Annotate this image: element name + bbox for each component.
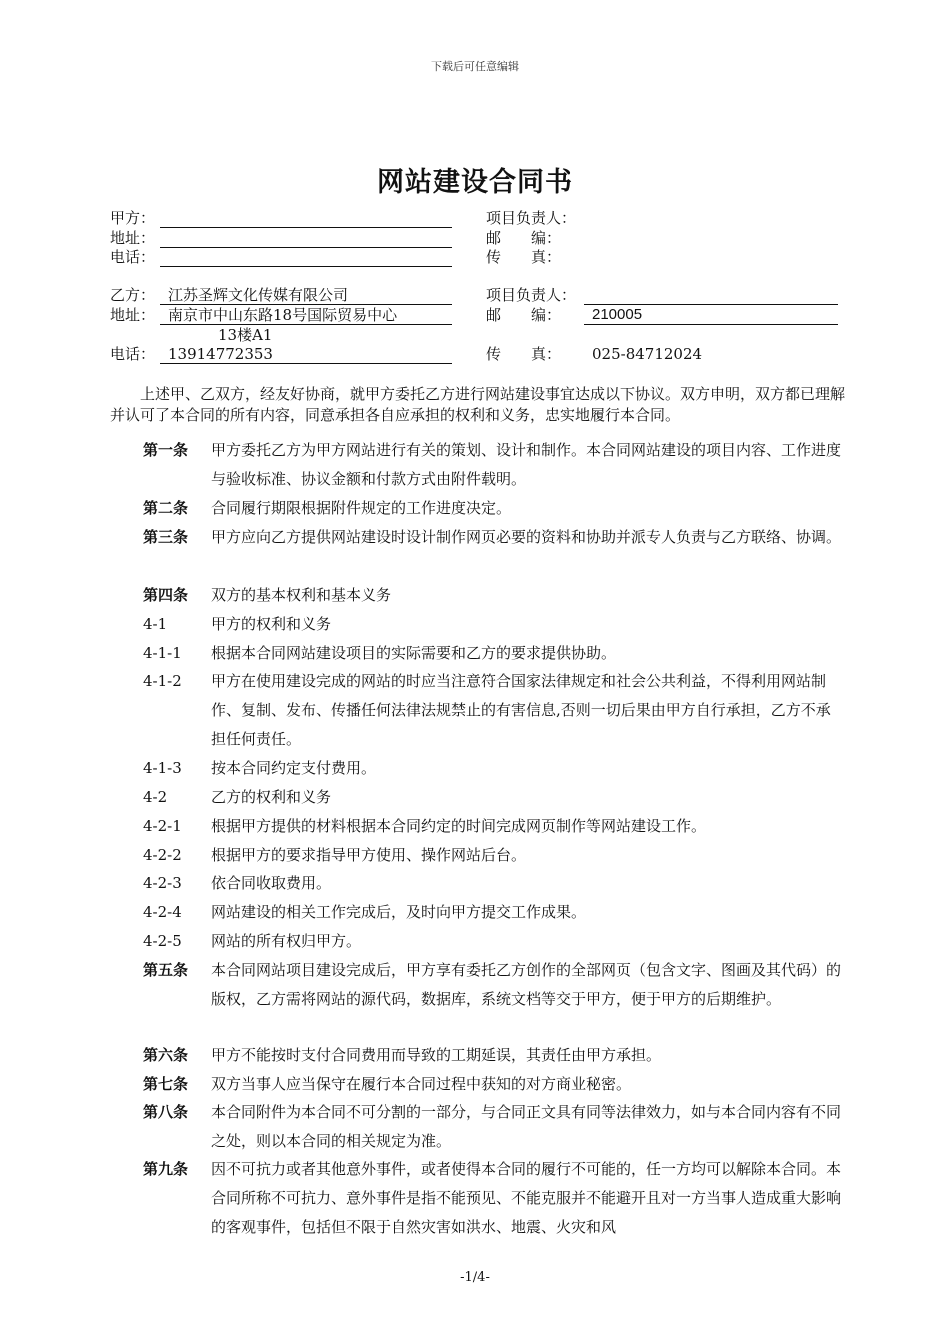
article-text: 甲方应向乙方提供网站建设时设计制作网页必要的资料和协助并派专人负责与乙方联络、协调。 <box>211 528 842 546</box>
article-number: 第三条 <box>143 528 189 546</box>
article-text: 本合同网站项目建设完成后，甲方享有委托乙方创作的全部网页（包含文字、图画及其代码）的版权，乙方需将网站的源代码，数据库，系统文档等交于甲方，便于甲方的后期维护。 <box>211 961 842 1008</box>
party-a-manager-label: 项目负责人： <box>486 209 577 227</box>
party-b-name-label: 乙方： <box>110 286 156 304</box>
party-a-address-label: 地址： <box>110 229 156 247</box>
article-text: 网站的所有权归甲方。 <box>211 932 362 950</box>
clause-4-2-1 <box>143 812 843 841</box>
party-a-name-field[interactable] <box>160 208 452 228</box>
clause-4-2-5 <box>143 927 843 956</box>
party-b-address-field-line2[interactable]: 13楼A1 <box>218 326 273 344</box>
article-number: 4-1-3 <box>143 759 182 777</box>
party-b-address-row <box>110 305 460 325</box>
party-b-postcode-row <box>486 305 838 325</box>
clause-4-2 <box>143 783 843 812</box>
clause-4-2-2 <box>143 841 843 870</box>
article-number: 4-1-2 <box>143 672 182 690</box>
party-a-phone-label: 电话： <box>110 248 156 266</box>
party-b-name-row <box>110 285 460 305</box>
article-4 <box>143 581 843 610</box>
party-b-manager-row <box>486 285 838 305</box>
article-text: 根据甲方的要求指导甲方使用、操作网站后台。 <box>211 846 527 864</box>
article-text: 双方的基本权利和基本义务 <box>211 586 392 604</box>
article-7 <box>143 1070 843 1099</box>
article-3 <box>143 523 843 552</box>
article-number: 第七条 <box>143 1075 189 1093</box>
party-b-address-field-line1[interactable]: 南京市中山东路18号国际贸易中心 <box>160 305 452 325</box>
article-2 <box>143 494 843 523</box>
party-b-fax-field[interactable]: 025-84712024 <box>592 345 703 363</box>
article-number: 第九条 <box>143 1160 189 1178</box>
article-text: 依合同收取费用。 <box>211 874 332 892</box>
clause-4-1 <box>143 610 843 639</box>
article-number: 4-2-5 <box>143 932 182 950</box>
article-number: 4-2-2 <box>143 846 182 864</box>
article-number: 第二条 <box>143 499 189 517</box>
article-text: 根据甲方提供的材料根据本合同约定的时间完成网页制作等网站建设工作。 <box>211 817 707 835</box>
article-number: 4-1 <box>143 615 168 633</box>
article-text: 甲方在使用建设完成的网站的时应当注意符合国家法律规定和社会公共利益，不得利用网站制作、复制、发布、传播任何法律法规禁止的有害信息,否则一切后果由甲方自行承担，乙方不承担任何责任。 <box>211 672 831 748</box>
article-text: 甲方的权利和义务 <box>211 615 332 633</box>
party-b-phone-label: 电话： <box>110 345 156 363</box>
party-b-phone-row <box>110 344 460 364</box>
article-number: 4-2-1 <box>143 817 182 835</box>
party-a-postcode-label: 邮 编： <box>486 229 562 247</box>
clause-4-2-4 <box>143 898 843 927</box>
clause-4-2-3 <box>143 869 843 898</box>
party-a-name-label: 甲方： <box>110 209 156 227</box>
party-a-phone-row <box>110 247 460 267</box>
article-1 <box>143 436 843 494</box>
party-a-manager-row <box>486 208 838 228</box>
article-8 <box>143 1098 843 1156</box>
article-text: 按本合同约定支付费用。 <box>211 759 377 777</box>
party-a-fax-label: 传 真： <box>486 248 562 266</box>
article-number: 第一条 <box>143 441 189 459</box>
party-b-postcode-field[interactable]: 210005 <box>584 305 838 325</box>
party-a-phone-field[interactable] <box>160 247 452 267</box>
party-a-fax-row <box>486 247 838 267</box>
article-number: 第六条 <box>143 1046 189 1064</box>
article-number: 第八条 <box>143 1103 189 1121</box>
clause-4-1-1 <box>143 639 843 668</box>
article-5 <box>143 956 843 1014</box>
article-number: 4-1-1 <box>143 644 182 662</box>
article-text: 甲方不能按时支付合同费用而导致的工期延误，其责任由甲方承担。 <box>211 1046 662 1064</box>
page-number: -1/4- <box>460 1270 490 1285</box>
party-b-phone-field[interactable]: 13914772353 <box>160 344 452 364</box>
intro-paragraph: 上述甲、乙双方，经友好协商，就甲方委托乙方进行网站建设事宜达成以下协议。双方申明，双方都已理解并认可了本合同的所有内容，同意承担各自应承担的权利和义务，忠实地履行本合同。 <box>110 385 846 424</box>
party-b-fax-label: 传 真： <box>486 345 562 363</box>
party-b-manager-label: 项目负责人： <box>486 286 577 304</box>
party-a-name-row <box>110 208 460 228</box>
article-text: 因不可抗力或者其他意外事件，或者使得本合同的履行不可能的，任一方均可以解除本合同。本合同所称不可抗力、意外事件是指不能预见、不能克服并不能避开且对一方当事人造成重大影响的客观事件，包括但不限于自然灾害如洪水、地震、火灾和风 <box>211 1160 842 1236</box>
clause-4-1-2 <box>143 667 843 754</box>
party-a-address-field[interactable] <box>160 228 452 248</box>
party-b-address-label: 地址： <box>110 306 156 324</box>
article-text: 双方当事人应当保守在履行本合同过程中获知的对方商业秘密。 <box>211 1075 632 1093</box>
article-number: 4-2-3 <box>143 874 182 892</box>
party-b-postcode-label: 邮 编： <box>486 306 562 324</box>
article-number: 第四条 <box>143 586 189 604</box>
article-number: 4-2-4 <box>143 903 182 921</box>
article-text: 本合同附件为本合同不可分割的一部分，与合同正文具有同等法律效力，如与本合同内容有不同之处，则以本合同的相关规定为准。 <box>211 1103 842 1150</box>
article-text: 甲方委托乙方为甲方网站进行有关的策划、设计和制作。本合同网站建设的项目内容、工作进度与验收标准、协议金额和付款方式由附件载明。 <box>211 441 842 488</box>
article-number: 第五条 <box>143 961 189 979</box>
party-b-name-field[interactable]: 江苏圣辉文化传媒有限公司 <box>160 285 452 305</box>
header-note: 下载后可任意编辑 <box>431 60 519 73</box>
article-text: 乙方的权利和义务 <box>211 788 332 806</box>
page-title: 网站建设合同书 <box>377 167 573 198</box>
article-text: 根据本合同网站建设项目的实际需要和乙方的要求提供协助。 <box>211 644 617 662</box>
article-9 <box>143 1155 843 1242</box>
party-a-address-row <box>110 228 460 248</box>
clause-4-1-3 <box>143 754 843 783</box>
article-number: 4-2 <box>143 788 168 806</box>
party-b-fax-row <box>486 344 838 364</box>
article-text: 合同履行期限根据附件规定的工作进度决定。 <box>211 499 512 517</box>
article-6 <box>143 1041 843 1070</box>
article-text: 网站建设的相关工作完成后，及时向甲方提交工作成果。 <box>211 903 587 921</box>
party-b-address-row-2 <box>110 325 460 345</box>
party-b-manager-field[interactable] <box>584 285 838 305</box>
party-a-postcode-row <box>486 228 838 248</box>
